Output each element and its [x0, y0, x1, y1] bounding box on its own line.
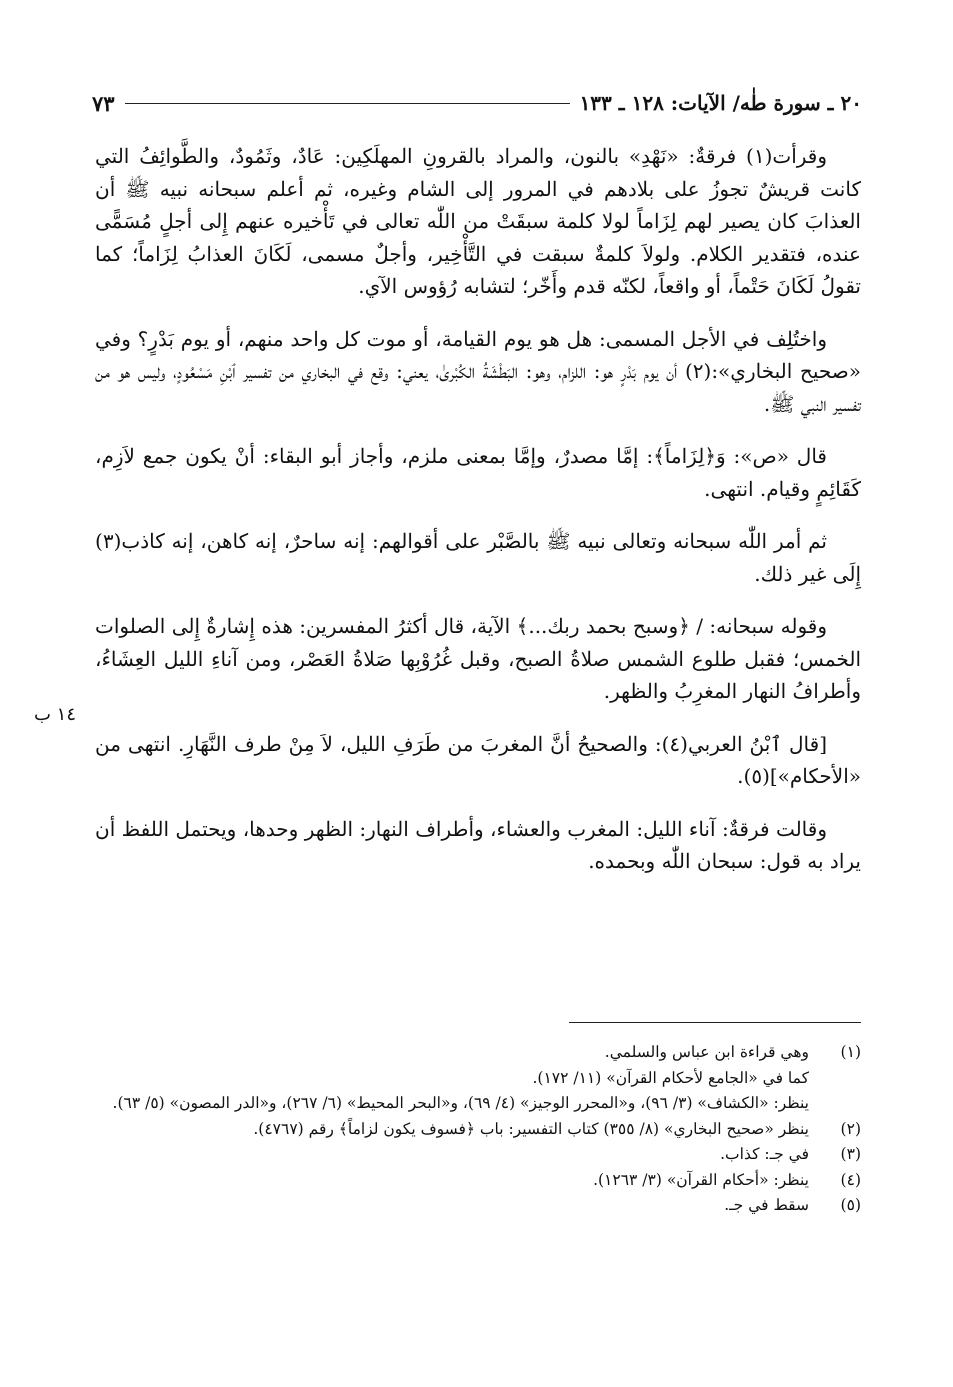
footnote-text: ينظر «صحيح البخاري» (٨/ ٣٥٥) كتاب التفسير: باب ﴿فسوف يكون لزاماً﴾ رقم (٤٧٦٧). — [253, 1119, 809, 1138]
paragraph: وقالت فرقةٌ: آناء الليل: المغرب والعشاء، وأطراف النهار: الظهر وحدها، ويحتمل اللفظ أن يراد به قول: سبحان اللّٰه وبحمده. — [95, 816, 861, 873]
main-text — [95, 140, 861, 898]
header-rule — [125, 103, 570, 104]
footnote-text: ينظر: «أحكام القرآن» (٣/ ١٢٦٣). — [593, 1170, 809, 1189]
paragraph: قال «ص»: وَ﴿لِزَاماً﴾: إمَّا مصدرٌ، وإمَّا بمعنى ملزم، وأجاز أبو البقاء: أنْ يكون جمع لاَزِم، كَقَائِمٍ وقيام. انتهى. — [95, 444, 861, 501]
footnote — [86, 1193, 861, 1219]
paragraph: [قال ٱبْنُ العربي(٤): والصحيحُ أنَّ المغربَ من طَرَفِ الليل، لاَ مِنْ طرف النَّهَارِ. انتهى من «الأحكام»](٥). — [95, 731, 861, 788]
footnote — [86, 1040, 861, 1117]
page-header — [92, 88, 862, 118]
footnote-text: كما في «الجامع لأحكام القرآن» (١١/ ١٧٢). — [532, 1068, 809, 1087]
footnote-text: في جـ: كذاب. — [720, 1145, 809, 1163]
footnote-number: (٥) — [840, 1196, 861, 1214]
footnote-number: (١) — [840, 1043, 861, 1061]
footnote-text: سقط في جـ. — [724, 1196, 809, 1214]
footnote-number: (٢) — [840, 1119, 861, 1138]
footnote — [86, 1168, 861, 1194]
footnote-text: ينظر: «الكشاف» (٣/ ٩٦)، و«المحرر الوجيز» (٤/ ٦٩)، و«البحر المحيط» (٦/ ٢٦٧)، و«الدر المصون» (٥/ ٦٣). — [112, 1094, 809, 1112]
paragraph: ثم أمر اللّٰه سبحانه وتعالى نبيه ﷺ بالصَّبْر على أقوالهم: إنه ساحرٌ، إنه كاهن، إنه كاذب(٣) إِلَى غير ذلك. — [95, 529, 861, 586]
footnote-number: (٤) — [840, 1170, 861, 1189]
footnote-number: (٣) — [840, 1145, 861, 1163]
paragraph: وقرأت(١) فرقةٌ: «نَهْدِ» بالنون، والمراد بالقرونِ المهلَكِين: عَادٌ، وثَمُودٌ، والطَّوائِفُ التي كانت قريشٌ تجوزُ على بلادهم في المرور إلى الشام وغيره، ثم أعلم سبحانه نبيه ﷺ أن العذابَ كان يصير لهم لِزَاماً لولا كلمة سبقَتْ من اللّٰه تعالى في تَأْخيره عنهم إِلى أجلٍ مُسَمًّى عنده، فتقدير الكلام. ولولاَ كلمةٌ سبقت في التَّأْخِير، وأجلٌ مسمى، لَكَانَ العذابُ لِزَاماً؛ كما تقولُ لَكَانَ حَتْماً، أو واقعاً، لكنّه قدم وأَخّر؛ لتشابه رُؤوس الآي. — [95, 144, 861, 298]
footnote-separator — [569, 1022, 861, 1023]
paragraph: وقوله سبحانه: / ﴿وسبح بحمد ربك...﴾ الآية، قال أكثرُ المفسرين: هذه إِشارةٌ إِلى الصلوات الخمس؛ فقبل طلوع الشمس صلاةُ الصبح، وقبل غُرُوْبِها صَلاةُ العَصْر، ومن آناءِ الليل العِشَاءُ، وأطرافُ النهار المغرِبُ والظهر. — [95, 614, 861, 703]
margin-folio-note: ١٤ ب — [34, 704, 77, 725]
footnote-text: وهي قراءة ابن عباس والسلمي. — [604, 1043, 809, 1061]
running-title: ٢٠ ـ سورة طٰه/ الآيات: ١٢٨ ـ ١٣٣ — [579, 91, 862, 115]
page-number: ٧٣ — [92, 90, 115, 116]
footnote — [86, 1117, 861, 1143]
paragraph: واختُلِف في الأجل المسمى: هل هو يوم القيامة، أو موت كل واحد منهم، أو يوم بَدْرٍ؟ وفي «صحيح البخاري»:(٢) أن يوم بَدْرٍ هو: اللزام، وهو: البَطْشَةُ الكُبْرىٰ، يعني: وقع في البخاري من تفسير ٱبْنِ مَسْعُودٍ، وليس هو من تفسير النبي ﷺ. — [95, 326, 862, 416]
footnotes — [86, 1040, 861, 1219]
footnote — [86, 1142, 861, 1168]
